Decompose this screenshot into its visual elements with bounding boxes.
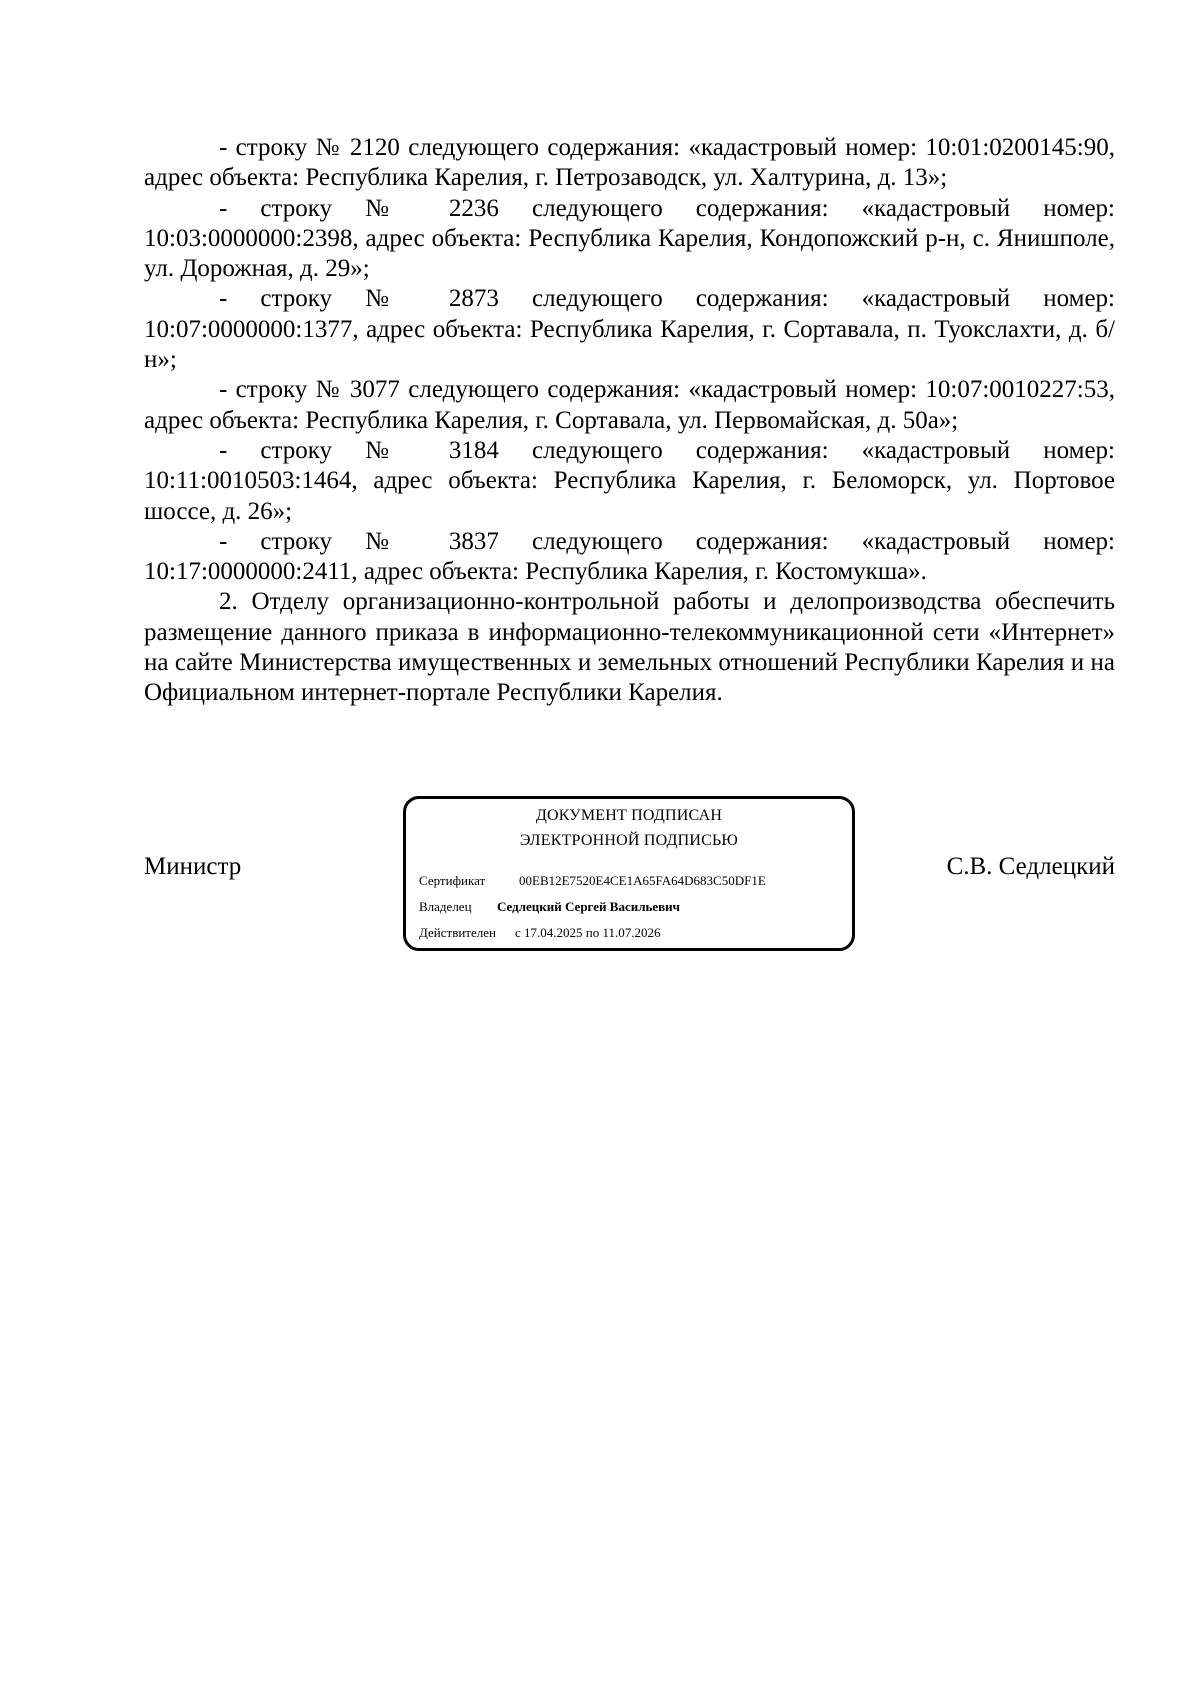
stamp-certificate-value: 00EB12E7520E4CE1A65FA64D683C50DF1E [519, 873, 766, 888]
stamp-validity-row [419, 925, 661, 941]
stamp-validity-label: Действителен [419, 925, 496, 940]
stamp-certificate-row [419, 873, 766, 889]
stamp-certificate-label: Сертификат [419, 873, 486, 888]
stamp-validity-value: с 17.04.2025 по 11.07.2026 [515, 925, 661, 940]
list-item-row-2873: - строку № 2873 следующего содержания: «кадастровый номер: 10:07:0000000:1377, адрес объекта: Республика Карелия, г. Сортавала, п. Туокслахти, д. б/н»; [144, 285, 1115, 374]
paragraph-2: 2. Отделу организационно-контрольной работы и делопроизводства обеспечить размещение данного приказа в информационно-телекоммуникационной сети «Интернет» на сайте Министерства имущественных и земельных отношений Республики Карелия и на Официальном интернет-портале Республики Карелия. [144, 588, 1115, 707]
stamp-owner-label: Владелец [419, 899, 472, 914]
signer-position: Министр [144, 853, 242, 880]
stamp-heading-line-2: ЭЛЕКТРОННОЙ ПОДПИСЬЮ [519, 832, 739, 849]
stamp-owner-value: Седлецкий Сергей Васильевич [497, 899, 680, 914]
list-item-row-2236: - строку № 2236 следующего содержания: «кадастровый номер: 10:03:0000000:2398, адрес объекта: Республика Карелия, Кондопожский р-н, с. Янишполе, ул. Дорожная, д. 29»; [144, 194, 1115, 283]
document-body [144, 133, 1115, 709]
stamp-heading-line-1: ДОКУМЕНТ ПОДПИСАН [535, 807, 723, 824]
list-item-row-3184: - строку № 3184 следующего содержания: «кадастровый номер: 10:11:0010503:1464, адрес объекта: Республика Карелия, г. Беломорск, ул. Портовое шоссе, д. 26»; [144, 436, 1115, 525]
stamp-owner-row [419, 899, 680, 915]
list-item-row-3837: - строку № 3837 следующего содержания: «кадастровый номер: 10:17:0000000:2411, адрес объекта: Республика Карелия, г. Костомукша». [144, 527, 1115, 586]
electronic-signature-stamp [403, 796, 855, 951]
list-item-row-3077: - строку № 3077 следующего содержания: «кадастровый номер: 10:07:0010227:53, адрес объекта: Республика Карелия, г. Сортавала, ул. Первомайская, д. 50а»; [144, 376, 1115, 434]
signature-block [144, 796, 1115, 956]
list-item-row-2120: - строку № 2120 следующего содержания: «кадастровый номер: 10:01:0200145:90, адрес объекта: Республика Карелия, г. Петрозаводск, ул. Халтурина, д. 13»; [144, 134, 1115, 192]
signer-name: С.В. Седлецкий [946, 853, 1115, 880]
